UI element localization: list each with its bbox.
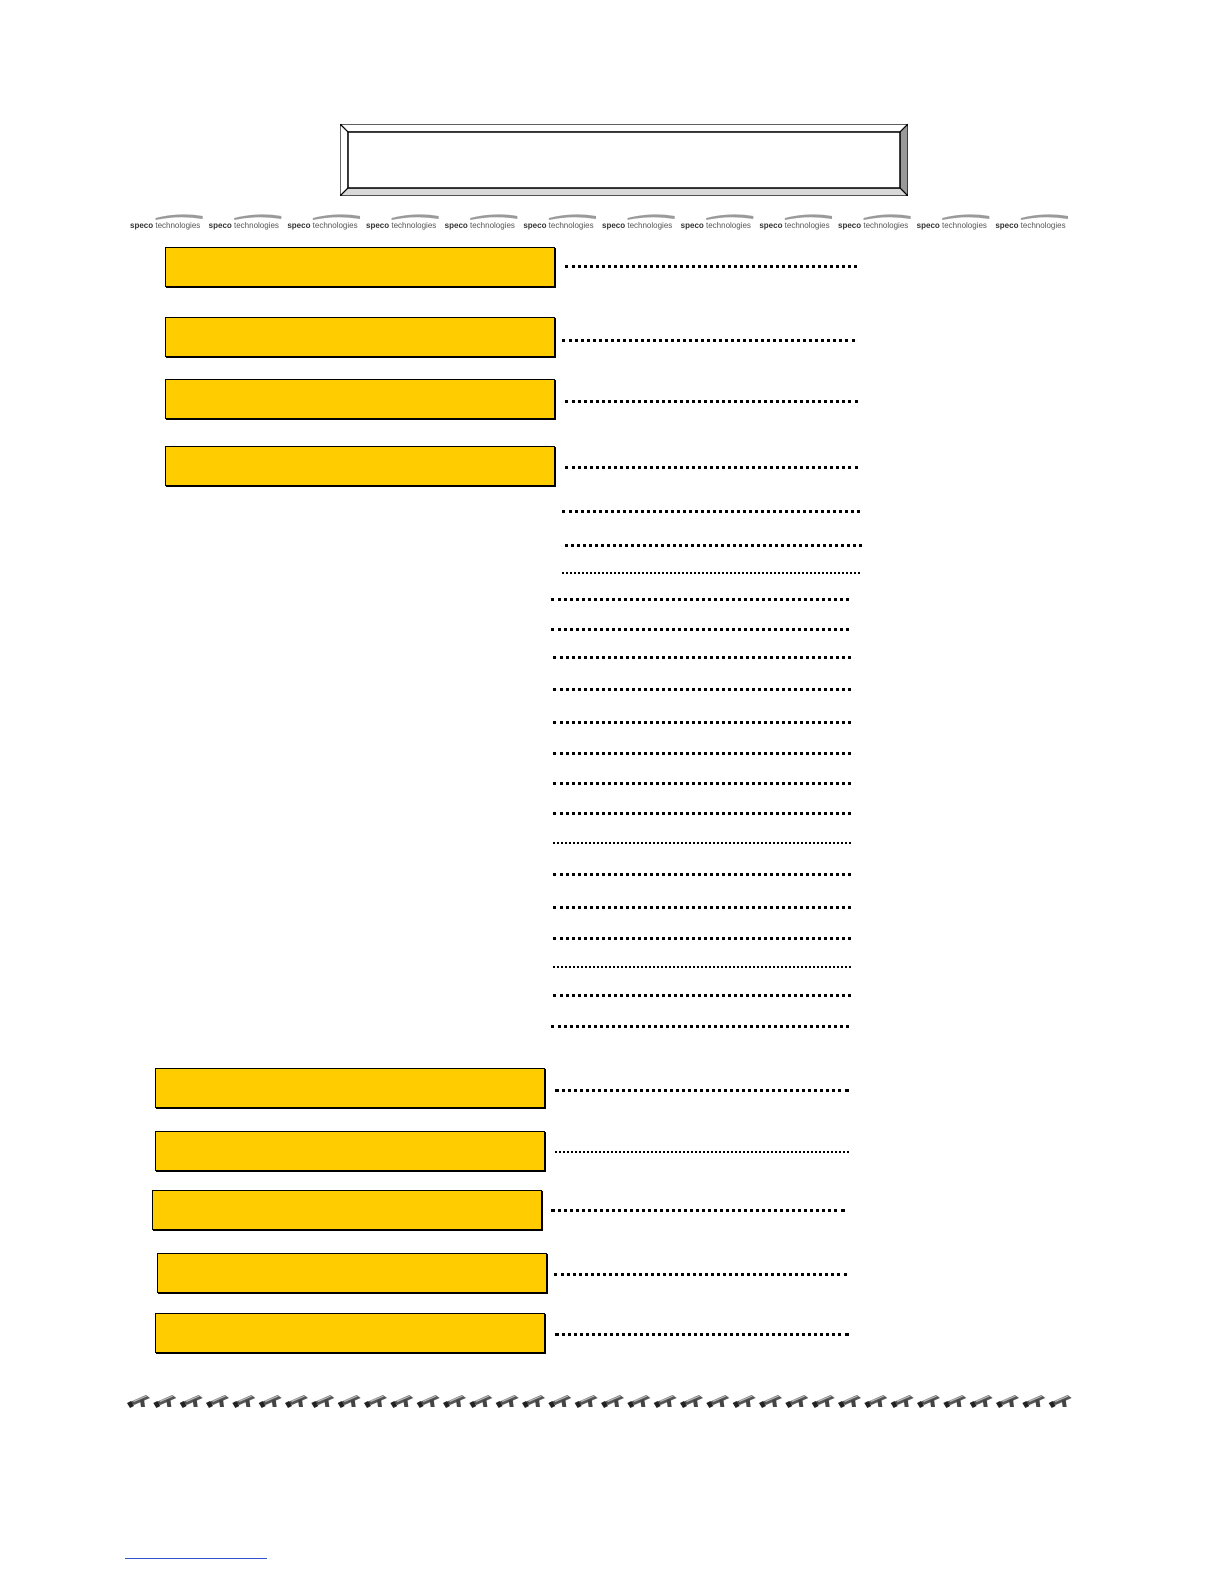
camera-border	[126, 1388, 1074, 1412]
security-camera-icon	[733, 1395, 756, 1408]
security-camera-icon	[338, 1395, 361, 1408]
yellow-box-5	[155, 1068, 545, 1108]
leader-12	[553, 721, 851, 724]
brand-logo	[445, 214, 518, 230]
security-camera-icon	[943, 1395, 966, 1408]
security-camera-icon	[627, 1395, 650, 1408]
svg-text:speco technologies: speco technologies	[838, 221, 909, 230]
security-camera-icon	[311, 1395, 334, 1408]
security-camera-icon	[364, 1395, 387, 1408]
security-camera-icon	[785, 1395, 808, 1408]
leader-14	[553, 782, 851, 785]
leader-7	[562, 572, 860, 574]
yellow-box-3	[165, 379, 555, 419]
leader-1	[565, 265, 857, 268]
security-camera-icon	[259, 1395, 282, 1408]
leader-8	[551, 598, 849, 601]
brand-logo	[366, 214, 439, 230]
leader-20	[553, 966, 851, 968]
security-camera-icon	[496, 1395, 519, 1408]
leader-19	[553, 937, 851, 940]
security-camera-icon	[206, 1395, 229, 1408]
security-camera-icon	[996, 1395, 1019, 1408]
leader-6	[565, 544, 862, 547]
security-camera-icon	[522, 1395, 545, 1408]
footer-rule	[125, 1558, 267, 1559]
svg-text:speco technologies: speco technologies	[523, 221, 594, 230]
leader-23	[555, 1089, 849, 1092]
security-camera-icon	[127, 1395, 150, 1408]
brand-logo	[838, 214, 911, 230]
security-camera-icon	[285, 1395, 308, 1408]
leader-25	[551, 1209, 845, 1212]
svg-text:speco technologies: speco technologies	[680, 221, 751, 230]
yellow-box-9	[155, 1313, 545, 1353]
leader-24	[555, 1151, 849, 1153]
leader-4	[565, 466, 858, 469]
security-camera-icon	[575, 1395, 598, 1408]
svg-text:speco technologies: speco technologies	[444, 221, 515, 230]
leader-18	[553, 906, 851, 909]
security-camera-icon	[970, 1395, 993, 1408]
security-camera-icon	[417, 1395, 440, 1408]
leader-26	[554, 1273, 847, 1276]
svg-text:speco technologies: speco technologies	[366, 221, 437, 230]
leader-3	[565, 400, 858, 403]
brand-logo	[759, 214, 832, 230]
brand-logo	[681, 214, 754, 230]
leader-2	[562, 339, 855, 342]
yellow-box-4	[165, 446, 555, 486]
brand-logo	[602, 214, 675, 230]
brand-logo	[287, 214, 360, 230]
security-camera-icon	[917, 1395, 940, 1408]
svg-text:speco technologies: speco technologies	[916, 221, 987, 230]
security-camera-icon	[654, 1395, 677, 1408]
security-camera-icon	[548, 1395, 571, 1408]
leader-16	[553, 842, 851, 844]
leader-22	[551, 1025, 849, 1028]
yellow-box-2	[165, 317, 555, 357]
security-camera-icon	[443, 1395, 466, 1408]
brand-logo	[523, 214, 596, 230]
brand-logo	[917, 214, 990, 230]
brand-logo	[995, 214, 1068, 230]
security-camera-icon	[232, 1395, 255, 1408]
security-camera-icon	[891, 1395, 914, 1408]
security-camera-icon	[838, 1395, 861, 1408]
security-camera-icon	[1022, 1395, 1045, 1408]
security-camera-icon	[180, 1395, 203, 1408]
brand-logo	[209, 214, 282, 230]
security-camera-icon	[469, 1395, 492, 1408]
leader-13	[553, 752, 851, 755]
svg-text:speco technologies: speco technologies	[995, 221, 1066, 230]
yellow-box-8	[157, 1253, 547, 1293]
leader-15	[553, 812, 851, 815]
svg-text:speco technologies: speco technologies	[602, 221, 673, 230]
leader-11	[553, 688, 851, 691]
security-camera-icon	[864, 1395, 887, 1408]
leader-5	[562, 510, 860, 513]
title-frame	[340, 124, 908, 196]
security-camera-icon	[812, 1395, 835, 1408]
svg-text:speco technologies: speco technologies	[130, 221, 201, 230]
yellow-box-7	[152, 1190, 542, 1230]
leader-10	[553, 656, 851, 659]
leader-9	[551, 628, 849, 631]
security-camera-icon	[390, 1395, 413, 1408]
security-camera-icon	[759, 1395, 782, 1408]
security-camera-icon	[706, 1395, 729, 1408]
svg-text:speco technologies: speco technologies	[759, 221, 830, 230]
security-camera-icon	[153, 1395, 176, 1408]
leader-17	[553, 873, 851, 876]
svg-text:speco technologies: speco technologies	[287, 221, 358, 230]
yellow-box-1	[165, 247, 555, 287]
security-camera-icon	[601, 1395, 624, 1408]
leader-27	[555, 1333, 849, 1336]
leader-21	[553, 994, 851, 997]
logo-strip	[128, 212, 1072, 232]
security-camera-icon	[1049, 1395, 1072, 1408]
security-camera-icon	[680, 1395, 703, 1408]
svg-text:speco technologies: speco technologies	[208, 221, 279, 230]
yellow-box-6	[155, 1131, 545, 1171]
brand-logo	[130, 214, 203, 230]
